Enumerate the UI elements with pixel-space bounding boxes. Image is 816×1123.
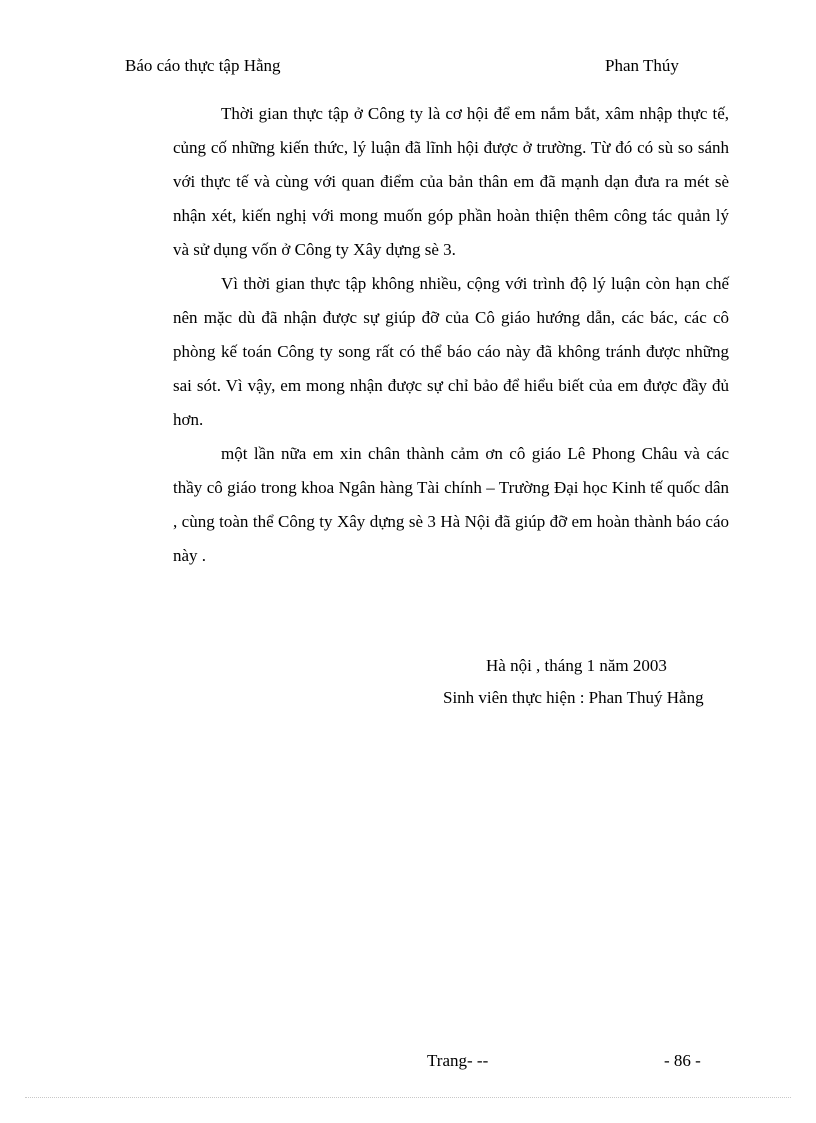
signature-name: Sinh viên thực hiện : Phan Thuý Hằng: [443, 688, 704, 707]
paragraph-3: một lần nữa em xin chân thành cảm ơn cô giáo Lê Phong Châu và các thầy cô giáo trong khoa Ngân hàng Tài chính – Trường Đại học Kinh tế quốc dân , cùng toàn thể Công ty Xây dựng sè 3 Hà Nội đã giúp đỡ em hoàn thành báo cáo này .: [173, 444, 729, 565]
signature-block: [420, 650, 729, 714]
footer-page-number: - 86 -: [664, 1051, 701, 1070]
signature-date: Hà nội , tháng 1 năm 2003: [486, 656, 667, 675]
page-bottom-border: [25, 1097, 791, 1098]
header-report-title: Báo cáo thực tập Hằng: [125, 56, 281, 75]
paragraph-1: Thời gian thực tập ở Công ty là cơ hội để em nắm bắt, xâm nhập thực tế, củng cố những kiến thức, lý luận đã lĩnh hội được ở trường. Từ đó có sù so sánh với thực tế và cùng với quan điểm của bản thân em đã mạnh dạn đưa ra mét sè nhận xét, kiến nghị với mong muốn góp phần hoàn thiện thêm công tác quản lý và sử dụng vốn ở Công ty Xây dựng sè 3.: [173, 104, 729, 259]
document-body: [173, 97, 729, 573]
header-author: Phan Thúy: [605, 56, 679, 75]
footer-page-label: Trang- --: [427, 1051, 489, 1070]
paragraph-2: Vì thời gian thực tập không nhiều, cộng với trình độ lý luận còn hạn chế nên mặc dù đã nhận được sự giúp đỡ của Cô giáo hướng dẫn, các bác, các cô phòng kế toán Công ty song rất có thể báo cáo này đã không tránh được những sai sót. Vì vậy, em mong nhận được sự chỉ bảo để hiểu biết của em được đầy đủ hơn.: [173, 274, 729, 429]
